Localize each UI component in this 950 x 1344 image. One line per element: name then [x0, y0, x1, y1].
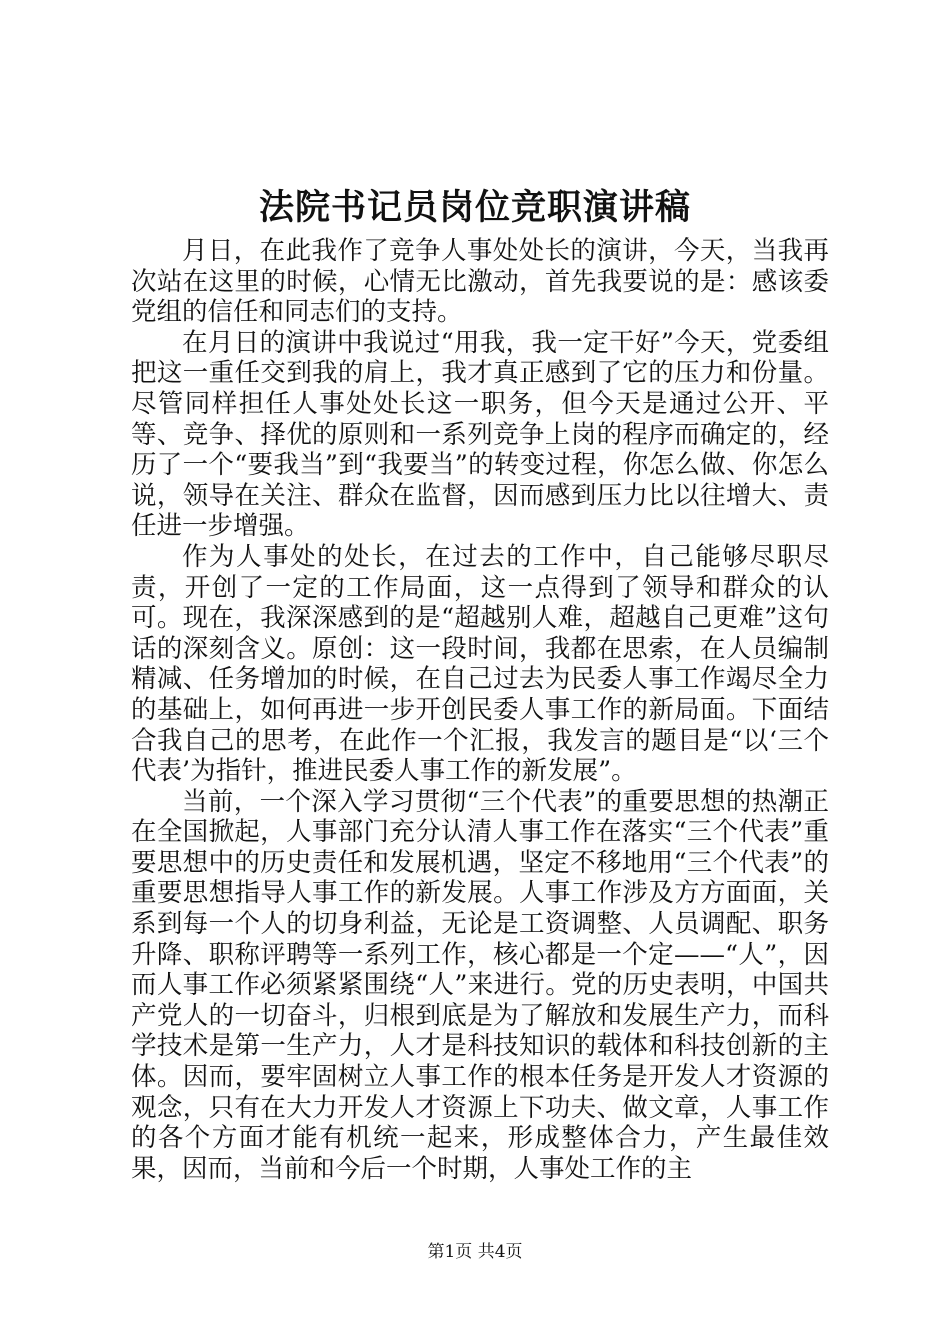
- paragraph: 当前，一个深入学习贯彻“三个代表”的重要思想的热潮正在全国掀起，人事部门充分认清人事工作在落实“三个代表”重要思想中的历史责任和发展机遇，坚定不移地用“三个代表”的重要思想指导人事工作的新发展。人事工作涉及方方面面，关系到每一个人的切身利益，无论是工资调整、人员调配、职务升降、职称评聘等一系列工作，核心都是一个定——“人”，因而人事工作必须紧紧围绕“人”来进行。党的历史表明，中国共产党人的一切奋斗，归根到底是为了解放和发展生产力，而科学技术是第一生产力，人才是科技知识的载体和科技创新的主体。因而，要牢固树立人事工作的根本任务是开发人才资源的观念，只有在大力开发人才资源上下功夫、做文章，人事工作的各个方面才能有机统一起来，形成整体合力，产生最佳效果，因而，当前和今后一个时期，人事处工作的主: [131, 786, 829, 1184]
- page-footer: 第1页 共4页: [427, 1242, 523, 1262]
- document-body: [131, 236, 829, 1184]
- paragraph: 月日，在此我作了竞争人事处处长的演讲，今天，当我再次站在这里的时候，心情无比激动，首先我要说的是：感该委党组的信任和同志们的支持。: [131, 236, 829, 328]
- paragraph: 在月日的演讲中我说过“用我，我一定干好”今天，党委组把这一重任交到我的肩上，我才真正感到了它的压力和份量。尽管同样担任人事处处长这一职务，但今天是通过公开、平等、竞争、择优的原则和一系列竞争上岗的程序而确定的，经历了一个“要我当”到“我要当”的转变过程，你怎么做、你怎么说，领导在关注、群众在监督，因而感到压力比以往增大、责任进一步增强。: [131, 327, 829, 542]
- paragraph: 作为人事处的处长，在过去的工作中，自己能够尽职尽责，开创了一定的工作局面，这一点得到了领导和群众的认可。现在，我深深感到的是“超越别人难，超越自己更难”这句话的深刻含义。原创：这一段时间，我都在思索，在人员编制精减、任务增加的时候，在自己过去为民委人事工作竭尽全力的基础上，如何再进一步开创民委人事工作的新局面。下面结合我自己的思考，在此作一个汇报，我发言的题目是“以‘三个代表’为指针，推进民委人事工作的新发展”。: [131, 541, 829, 787]
- document-title: 法院书记员岗位竞职演讲稿: [258, 187, 691, 228]
